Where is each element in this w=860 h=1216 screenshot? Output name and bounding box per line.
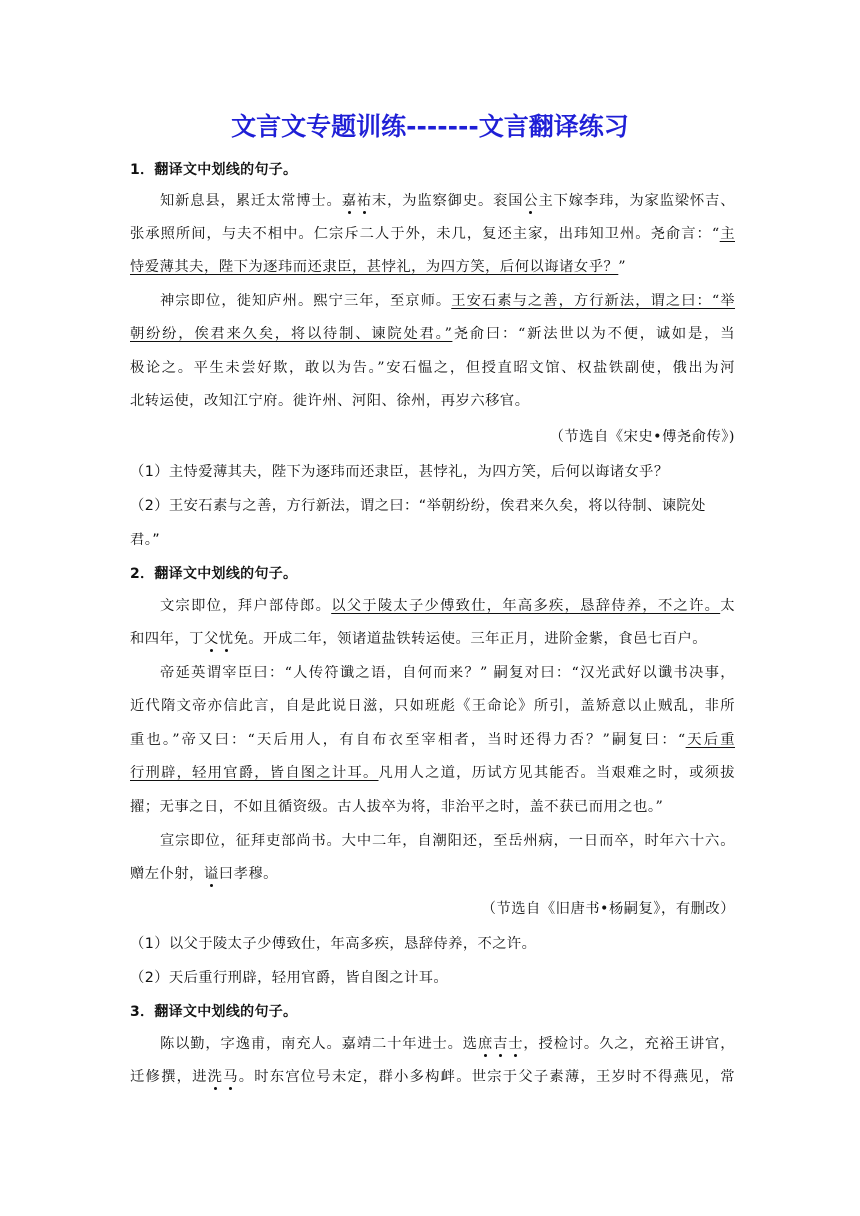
- passage-2-line: 文宗即位，拜户部侍郎。以父于陵太子少傅致仕，年高多疾，恳辞侍养，不之许。太: [160, 598, 736, 614]
- underlined-sentence: 朝纷纷，俟君来久矣，将以待制、谏院处君。”: [130, 326, 453, 342]
- translation-item-1: （1）主恃爱薄其夫，陛下为逐玮而还隶臣，甚悖礼，为四方笑，后何以诲诸女乎？: [130, 464, 669, 480]
- passage-1-line: 张承照所间，与夫不相中。仁宗斥二人于外，未几，复还主家，出玮知卫州。尧俞言：“主: [130, 226, 735, 242]
- passage-1-line: 北转运使，改知江宁府。徙许州、河阳、徐州，再岁六移官。: [130, 393, 530, 409]
- passage-2-line: 行刑辟，轻用官爵，皆自图之计耳。凡用人之道，历试方见其能否。当艰难之时，或须拔: [130, 765, 736, 781]
- passage-1-line: 神宗即位，徙知庐州。熙宁三年，至京师。王安石素与之善，方行新法，谓之曰：“举: [160, 293, 736, 309]
- emphasis-dot-char: 父: [203, 631, 219, 647]
- translation-item-2-cont: 君。”: [130, 532, 161, 548]
- translation-item-1: （1）以父于陵太子少傅致仕，年高多疾，恳辞侍养，不之许。: [130, 936, 537, 952]
- emphasis-dot-char: 士: [508, 1036, 524, 1052]
- emphasis-dot-char: 吉: [493, 1036, 509, 1052]
- underlined-sentence: 王安石素与之善，方行新法，谓之曰：“举: [451, 293, 736, 309]
- passage-3-line: 迁修撰，进洗马。时东宫位号未定，群小多构衅。世宗于父子素薄，王岁时不得燕见，常: [130, 1069, 736, 1085]
- underlined-sentence: 主: [719, 226, 735, 242]
- passage-3-line: 陈以勤，字逸甫，南充人。嘉靖二十年进士。选庶吉士，授检讨。久之，充裕王讲官，: [160, 1036, 735, 1052]
- emphasis-dot-char: 庶: [477, 1036, 494, 1052]
- passage-1-line: 恃爱薄其夫，陛下为逐玮而还隶臣，甚悖礼，为四方笑，后何以诲诸女乎？”: [130, 259, 627, 275]
- passage-2-line: 宣宗即位，征拜吏部尚书。大中二年，自潮阳还，至岳州病，一日而卒，时年六十六。: [160, 833, 735, 849]
- underlined-sentence: 恃爱薄其夫，陛下为逐玮而还隶臣，甚悖礼，为四方笑，后何以诲诸女乎？: [130, 259, 619, 275]
- underlined-sentence: 以父于陵太子少傅致仕，年高多疾，恳辞侍养，不之许。: [331, 598, 721, 614]
- passage-2-source: （节选自《旧唐书•杨嗣复》，有删改）: [481, 901, 735, 917]
- underlined-sentence: 天后重: [685, 732, 735, 748]
- question-2-heading: 2．翻译文中划线的句子。: [130, 566, 298, 582]
- question-3-heading: 3．翻译文中划线的句子。: [130, 1004, 298, 1020]
- passage-2-line: 重也。”帝又曰：“天后用人，有自布衣至宰相者，当时还得力否？”嗣复曰：“天后重: [130, 732, 735, 748]
- passage-2-line: 帝延英谓宰臣曰：“人传符谶之语，自何而来？” 嗣复对曰：“汉光武好以谶书决事，: [160, 665, 735, 681]
- emphasis-dot-char: 祐: [356, 193, 372, 209]
- translation-item-2: （2）王安石素与之善，方行新法，谓之曰：“举朝纷纷，俟君来久矣，将以待制、谏院处: [130, 498, 706, 514]
- emphasis-dot-char: 谥: [203, 866, 219, 882]
- emphasis-dot-char: 嘉: [341, 193, 357, 209]
- passage-1-line: 知新息县，累迁太常博士。嘉祐末，为监察御史。衮国公主下嫁李玮，为家监梁怀吉、: [160, 193, 735, 209]
- passage-2-line: 近代隋文帝亦信此言，自是此说日滋，只如班彪《王命论》所引，盖矫意以止贼乱，非所: [130, 698, 735, 714]
- passage-1-line: 极论之。平生未尝好欺，敢以为告。”安石愠之，但授直昭文馆、权盐铁副使，俄出为河: [130, 360, 735, 376]
- emphasis-dot-char: 洗: [207, 1069, 224, 1085]
- translation-item-2: （2）天后重行刑辟，轻用官爵，皆自图之计耳。: [130, 970, 449, 986]
- emphasis-dot-char: 马: [223, 1069, 239, 1085]
- question-1-heading: 1．翻译文中划线的句子。: [130, 162, 298, 178]
- underlined-sentence: 行刑辟，轻用官爵，皆自图之计耳。: [130, 765, 379, 781]
- emphasis-dot-char: 忧: [218, 631, 234, 647]
- passage-1-line: 朝纷纷，俟君来久矣，将以待制、谏院处君。”尧俞曰：“新法世以为不便，诚如是，当: [130, 326, 735, 342]
- passage-2-line: 擢；无事之日，不如且循资级。古人拔卒为将，非治平之时，盖不获已而用之也。”: [130, 799, 664, 815]
- emphasis-dot-char: 公: [523, 193, 539, 209]
- page-title: 文言文专题训练-------文言翻译练习: [231, 112, 629, 141]
- passage-2-line: 和四年，丁父忧免。开成二年，领诸道盐铁转运使。三年正月，进阶金紫，食邑七百户。: [130, 631, 708, 647]
- passage-1-source: （节选自《宋史•傅尧俞传》): [549, 429, 735, 445]
- passage-2-line: 赠左仆射，谥曰孝穆。: [130, 866, 278, 882]
